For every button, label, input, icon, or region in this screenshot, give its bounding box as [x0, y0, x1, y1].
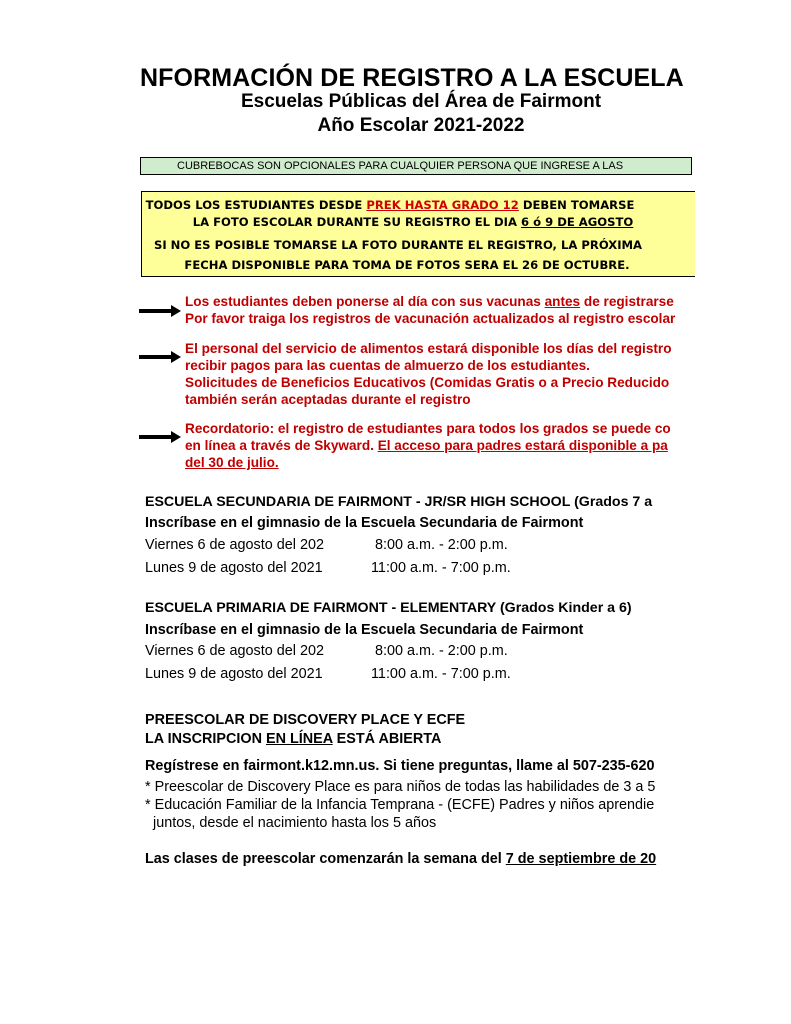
high-school-time-1: 8:00 a.m. - 2:00 p.m.	[375, 537, 508, 553]
food-line-1: El personal del servicio de alimentos estará disponible los días del registro	[185, 341, 672, 356]
reminder-line-2	[185, 437, 671, 454]
arrow-right-icon	[139, 431, 181, 443]
preschool-start-value: 7 de septiembre de 20	[505, 851, 657, 867]
food-line-3: Solicitudes de Beneficios Educativos (Comidas Gratis o a Precio Reducido	[185, 375, 670, 390]
photo-dates: 6 ó 9 DE AGOSTO	[521, 215, 634, 229]
elementary-day-1: Viernes 6 de agosto del 202	[145, 643, 324, 659]
photo-notice-box	[141, 191, 695, 277]
elementary-time-1: 8:00 a.m. - 2:00 p.m.	[375, 643, 508, 659]
mask-notice: CUBREBOCAS SON OPCIONALES PARA CUALQUIER PERSONA QUE INGRESE A LAS	[140, 157, 692, 175]
school-year: Año Escolar 2021-2022	[317, 115, 525, 136]
elementary-title: ESCUELA PRIMARIA DE FAIRMONT - ELEMENTARY (Grados Kinder a 6)	[145, 600, 632, 616]
preschool-registration-label: LA INSCRIPCION	[145, 731, 266, 747]
preschool-register-info: Regístrese en fairmont.k12.mn.us. Si tiene preguntas, llame al 507-235-620	[145, 758, 655, 774]
reminder-skyward: en línea a través de Skyward.	[185, 438, 378, 453]
photo-line-1	[0, 198, 695, 212]
vaccines-line-2: Por favor traiga los registros de vacunación actualizados al registro escolar	[185, 311, 676, 326]
preschool-bullet-1: * Preescolar de Discovery Place es para niños de todas las habilidades de 3 a 5	[145, 779, 656, 795]
reminder-parent-access: El acceso para padres estará disponible a pa	[377, 438, 668, 453]
food-line-4: también serán aceptadas durante el registro	[185, 392, 471, 407]
high-school-time-2: 11:00 a.m. - 7:00 p.m.	[371, 560, 511, 576]
reminder-notice	[185, 420, 671, 471]
reminder-line-1: Recordatorio: el registro de estudiantes para todos los grados se puede co	[185, 421, 671, 436]
high-school-location: Inscríbase en el gimnasio de la Escuela Secundaria de Fairmont	[145, 515, 584, 531]
photo-grade-range: PREK HASTA GRADO 12	[366, 198, 519, 212]
preschool-online-emphasis: EN LÍNEA	[266, 731, 333, 747]
vaccines-notice	[185, 293, 675, 327]
photo-line-1-text: TODOS LOS ESTUDIANTES DESDE	[145, 198, 367, 212]
preschool-start-label: Las clases de preescolar comenzarán la semana del	[145, 851, 506, 867]
arrow-right-icon	[139, 351, 181, 363]
preschool-bullet-2: * Educación Familiar de la Infancia Temprana - (ECFE) Padres y niños aprendie	[145, 797, 655, 813]
photo-line-1-end: DEBEN TOMARSE	[518, 198, 635, 212]
photo-line-3: SI NO ES POSIBLE TOMARSE LA FOTO DURANTE EL REGISTRO, LA PRÓXIMA	[153, 238, 643, 252]
district-name: Escuelas Públicas del Área de Fairmont	[240, 91, 602, 112]
reminder-line-3: del 30 de julio.	[185, 455, 279, 470]
vaccines-line-1	[185, 293, 675, 310]
high-school-title: ESCUELA SECUNDARIA DE FAIRMONT - JR/SR HIGH SCHOOL (Grados 7 a	[145, 494, 653, 510]
high-school-day-1: Viernes 6 de agosto del 202	[145, 537, 324, 553]
page-title: NFORMACIÓN DE REGISTRO A LA ESCUELA	[140, 64, 684, 92]
vaccines-end: de registrarse	[580, 294, 674, 309]
high-school-day-2: Lunes 9 de agosto del 2021	[145, 560, 323, 576]
photo-line-2	[13, 215, 695, 229]
preschool-start-date	[145, 851, 656, 867]
vaccines-emphasis: antes	[544, 294, 581, 309]
arrow-right-icon	[139, 305, 181, 317]
elementary-location: Inscríbase en el gimnasio de la Escuela Secundaria de Fairmont	[145, 622, 584, 638]
food-line-2: recibir pagos para las cuentas de almuerzo de los estudiantes.	[185, 358, 590, 373]
elementary-time-2: 11:00 a.m. - 7:00 p.m.	[371, 666, 511, 682]
vaccines-text: Los estudiantes deben ponerse al día con sus vacunas	[185, 294, 545, 309]
food-service-notice	[185, 340, 672, 408]
photo-line-2-text: LA FOTO ESCOLAR DURANTE SU REGISTRO EL DIA	[192, 215, 522, 229]
photo-line-4: FECHA DISPONIBLE PARA TOMA DE FOTOS SERA EL 26 DE OCTUBRE.	[184, 258, 630, 272]
elementary-day-2: Lunes 9 de agosto del 2021	[145, 666, 323, 682]
preschool-bullet-2-cont: juntos, desde el nacimiento hasta los 5 años	[145, 815, 437, 831]
preschool-title: PREESCOLAR DE DISCOVERY PLACE Y ECFE	[145, 712, 466, 728]
preschool-online-line	[145, 731, 441, 747]
preschool-open-label: ESTÁ ABIERTA	[332, 731, 442, 747]
